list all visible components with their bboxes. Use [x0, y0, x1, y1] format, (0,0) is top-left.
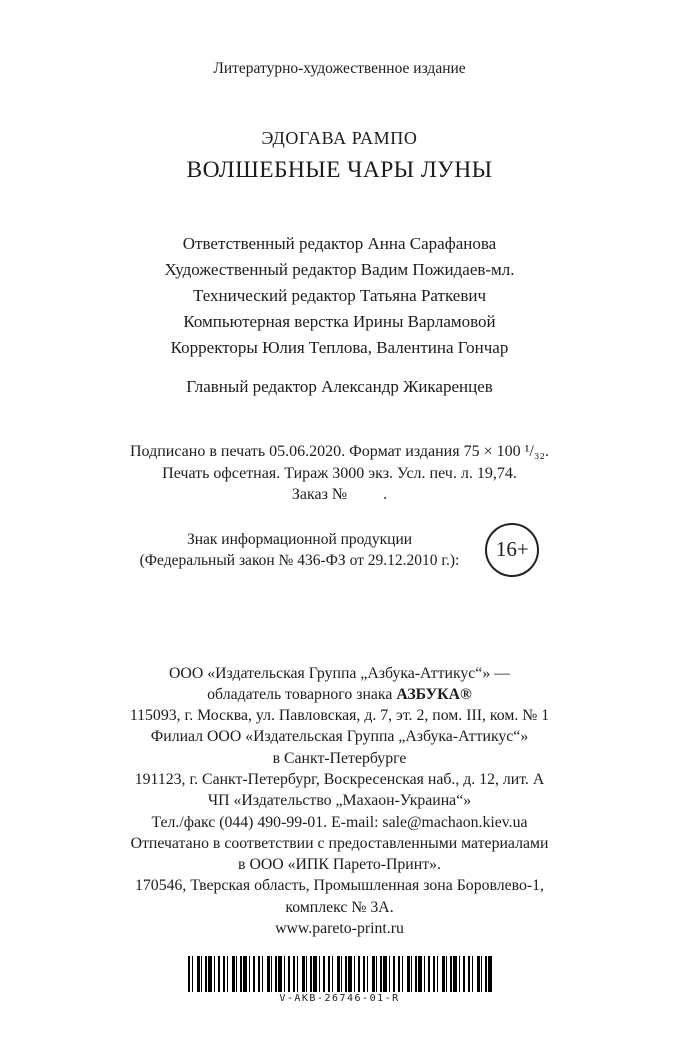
publisher-line-text: обладатель товарного знака: [207, 685, 397, 703]
age-mark-line: (Федеральный закон № 436-ФЗ от 29.12.2010 г.):: [139, 551, 460, 569]
staff-block: [0, 231, 679, 361]
barcode-label: V-AKB-26746-01-R: [279, 993, 400, 1005]
print-info-line: Заказ № .: [291, 486, 388, 503]
age-rating-badge: 16+: [485, 523, 539, 577]
print-info-line: Подписано в печать 05.06.2020. Формат издания 75 × 100 ¹/₃₂.: [130, 443, 549, 460]
edition-type-label: Литературно-художественное издание: [213, 60, 466, 77]
publisher-line: Отпечатано в соответствии с предоставленными материалами: [130, 834, 549, 852]
publisher-line: ЧП «Издательство „Махаон-Украина“»: [207, 792, 472, 810]
barcode-image: [188, 956, 492, 992]
staff-line: Корректоры Юлия Теплова, Валентина Гончар: [170, 338, 509, 357]
publisher-line: 170546, Тверская область, Промышленная зона Боровлево-1,: [135, 877, 544, 895]
publisher-line: комплекс № 3А.: [285, 898, 394, 916]
barcode-section: [0, 956, 679, 1004]
publisher-block: [0, 663, 679, 940]
age-mark-text: [140, 529, 460, 571]
publisher-line: Филиал ООО «Издательская Группа „Азбука-Аттикус“»: [150, 728, 529, 746]
publisher-line: [0, 684, 679, 705]
staff-line: Технический редактор Татьяна Раткевич: [192, 286, 487, 305]
publisher-line: 115093, г. Москва, ул. Павловская, д. 7, эт. 2, пом. III, ком. № 1: [129, 707, 550, 725]
age-mark-line: Знак информационной продукции: [186, 530, 413, 548]
age-mark-section: [0, 523, 679, 577]
publisher-line: Тел./факс (044) 490-99-01. E-mail: sale@machaon.kiev.ua: [151, 813, 528, 831]
brand-name: АЗБУКА®: [396, 685, 472, 703]
publisher-line: в ООО «ИПК Парето-Принт».: [238, 856, 441, 874]
print-info-block: [0, 441, 679, 506]
print-info-line: Печать офсетная. Тираж 3000 экз. Усл. печ. л. 19,74.: [162, 464, 517, 482]
author-name: ЭДОГАВА РАМПО: [261, 128, 418, 148]
chief-editor-line: Главный редактор Александр Жикаренцев: [186, 377, 493, 396]
publisher-line: ООО «Издательская Группа „Азбука-Аттикус“» —: [169, 664, 510, 682]
page-title: ВОЛШЕБНЫЕ ЧАРЫ ЛУНЫ: [186, 157, 493, 183]
staff-line: Компьютерная верстка Ирины Варламовой: [183, 312, 496, 331]
website-url: www.pareto-print.ru: [275, 920, 404, 938]
staff-line: Художественный редактор Вадим Пожидаев-мл.: [164, 260, 515, 279]
publisher-line: 191123, г. Санкт-Петербург, Воскресенская наб., д. 12, лит. А: [134, 770, 545, 788]
publisher-line: в Санкт-Петербурге: [272, 749, 407, 767]
staff-line: Ответственный редактор Анна Сарафанова: [182, 234, 497, 253]
